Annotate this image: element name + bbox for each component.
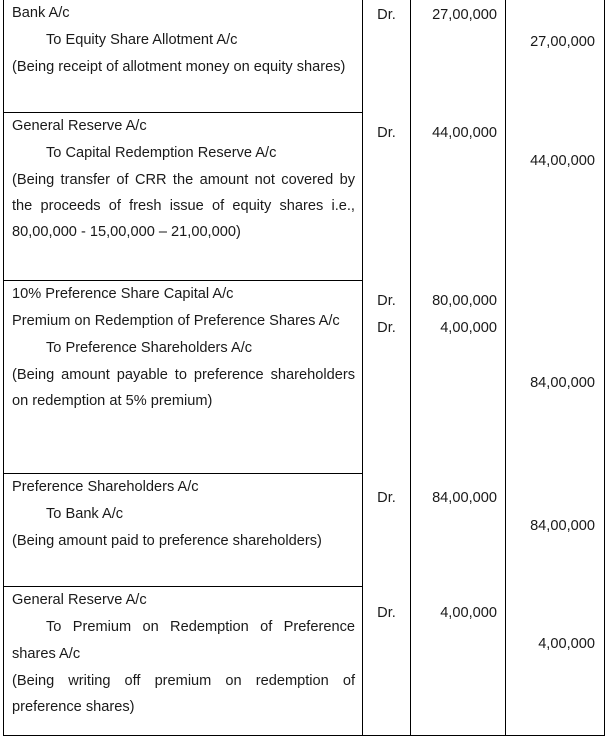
dr-marker: Dr.: [377, 125, 396, 141]
credit-amount: 27,00,000: [530, 34, 595, 50]
narration-text: (Being amount paid to preference shareholders): [12, 533, 322, 550]
dr-marker: Dr.: [377, 320, 396, 336]
debit-amount: 44,00,000: [432, 125, 497, 141]
debit-amount: 4,00,000: [440, 320, 497, 336]
credit-account-line: To Preference Shareholders A/c: [46, 339, 253, 356]
debit-amount: 80,00,000: [432, 293, 497, 309]
particulars-column: [4, 0, 363, 735]
credit-account-line: To Premium on Redemption of Preference shares A/c: [12, 619, 355, 663]
dr-marker: Dr.: [377, 490, 396, 506]
credit-account-line: To Bank A/c: [46, 506, 124, 523]
dr-marker: Dr.: [377, 293, 396, 309]
debit-amount-column: [411, 0, 506, 735]
journal-entry-block: [4, 0, 362, 113]
debit-account-line: 10% Preference Share Capital A/c: [12, 285, 234, 302]
credit-amount: 84,00,000: [530, 375, 595, 391]
journal-entry-block: [4, 113, 362, 281]
debit-amount: 4,00,000: [440, 605, 497, 621]
debit-account-line: General Reserve A/c: [12, 592, 147, 609]
narration-text: (Being receipt of allotment money on equity shares): [12, 59, 346, 75]
journal-entry-block: [4, 474, 362, 587]
journal-entry-block: [4, 587, 362, 735]
dr-marker-column: [363, 0, 411, 735]
credit-amount: 84,00,000: [530, 518, 595, 534]
journal-entry-block: [4, 281, 362, 475]
journal-entries-table: [3, 0, 605, 736]
narration-text: (Being writing off premium on redemption of preference shares): [12, 673, 355, 716]
debit-account-line: Preference Shareholders A/c: [12, 479, 199, 496]
narration-text: (Being amount payable to preference shareholders on redemption at 5% premium): [12, 366, 355, 409]
debit-amount: 27,00,000: [432, 7, 497, 23]
debit-account-line: Bank A/c: [12, 5, 70, 21]
credit-account-line: To Equity Share Allotment A/c: [46, 32, 238, 48]
credit-account-line: To Capital Redemption Reserve A/c: [46, 144, 277, 161]
credit-amount-column: [506, 0, 604, 735]
narration-text: (Being transfer of CRR the amount not covered by the proceeds of fresh issue of equity shares i.e., 80,00,000 - 15,00,000 – 21,00,000): [12, 171, 355, 240]
debit-account-line: Premium on Redemption of Preference Shares A/c: [12, 312, 340, 329]
credit-amount: 44,00,000: [530, 153, 595, 169]
dr-marker: Dr.: [377, 7, 396, 23]
debit-amount: 84,00,000: [432, 490, 497, 506]
debit-account-line: General Reserve A/c: [12, 117, 147, 134]
dr-marker: Dr.: [377, 605, 396, 621]
credit-amount: 4,00,000: [538, 636, 595, 652]
